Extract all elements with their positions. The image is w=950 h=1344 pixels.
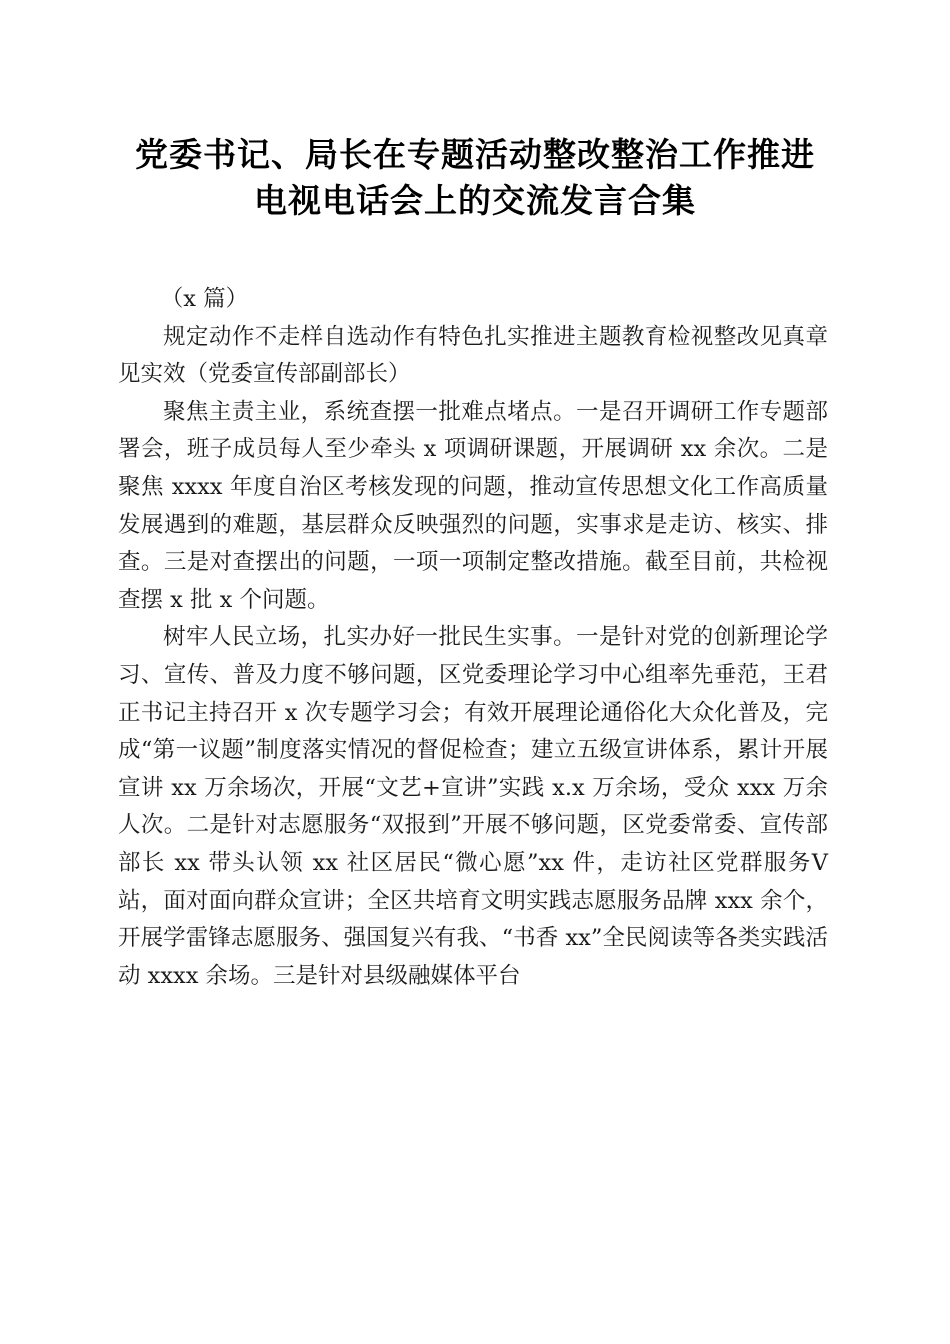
title-line-1: 党委书记、局长在专题活动整改整治工作推进 <box>135 135 815 174</box>
paragraph-subtitle: 规定动作不走样自选动作有特色扎实推进主题教育检视整改见真章见实效（党委宣传部副部长） <box>118 323 828 388</box>
paragraph-2: 树牢人民立场，扎实办好一批民生实事。一是针对党的创新理论学习、宣传、普及力度不够问题，区党委理论学习中心组率先垂范，王君正书记主持召开 x 次专题学习会；有效开展理论通俗化大众化普及，完成“第一议题”制度落实情况的督促检查；建立五级宣讲体系，累计开展宣讲 xx 万余场次，开展“文艺+宣讲”实践 x.x 万余场，受众 xxx 万余人次。二是针对志愿服务“双报到”开展不够问题，区党委常委、宣传部部长 xx 带头认领 xx 社区居民“微心愿”xx 件，走访社区党群服务V站，面对面向群众宣讲；全区共培育文明实践志愿服务品牌 xxx 余个，开展学雷锋志愿服务、强国复兴有我、“书香 xx”全民阅读等各类实践活动 xxxx 余场。三是针对县级融媒体平台 <box>118 624 828 989</box>
document-body <box>118 281 828 995</box>
section-label: （x 篇） <box>160 286 249 312</box>
title-line-2: 电视电话会上的交流发言合集 <box>254 181 696 220</box>
paragraph-1: 聚焦主责主业，系统查摆一批难点堵点。一是召开调研工作专题部署会，班子成员每人至少牵头 x 项调研课题，开展调研 xx 余次。二是聚焦 xxxx 年度自治区考核发现的问题，推动宣传思想文化工作高质量发展遇到的难题，基层群众反映强烈的问题，实事求是走访、核实、排查。三是对查摆出的问题，一项一项制定整改措施。截至目前，共检视查摆 x 批 x 个问题。 <box>118 398 828 613</box>
document-title <box>100 132 850 224</box>
